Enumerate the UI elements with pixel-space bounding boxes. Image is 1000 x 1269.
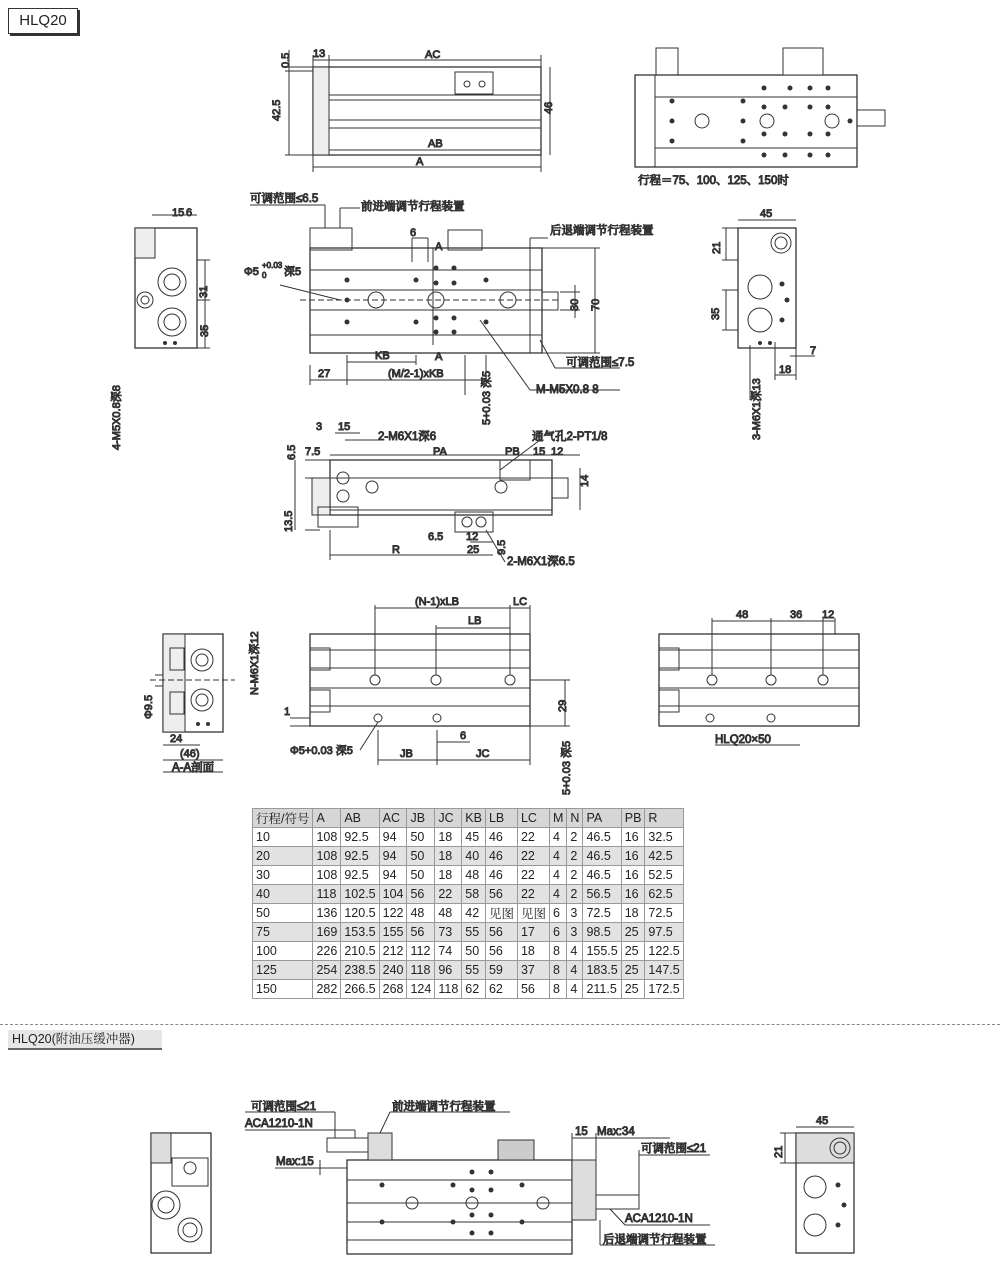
table-cell: 2: [567, 866, 583, 885]
table-cell: 56: [485, 942, 517, 961]
table-cell: 153.5: [341, 923, 379, 942]
table-cell: 73: [435, 923, 462, 942]
table-cell: 100: [253, 942, 313, 961]
page-title: HLQ20: [8, 8, 78, 34]
table-header: KB: [462, 809, 486, 828]
table-cell: 183.5: [583, 961, 621, 980]
section-dim-24: 24: [170, 733, 183, 745]
mid-dim-25: 25: [467, 544, 480, 556]
front-dim-31: 31: [198, 285, 210, 298]
table-cell: 72.5: [583, 904, 621, 923]
mid-dim-7.5: 7.5: [305, 446, 321, 458]
table-cell: 32.5: [645, 828, 683, 847]
table-cell: 4: [567, 942, 583, 961]
table-cell: 46: [485, 828, 517, 847]
mid-dim-12a: 12: [551, 446, 564, 458]
front-dim-27: 27: [318, 368, 331, 380]
front-label-forward-device: 前进端调节行程装置: [361, 201, 465, 213]
table-row: [253, 923, 684, 942]
table-cell: 2: [567, 828, 583, 847]
table-cell: 108: [313, 828, 341, 847]
table-cell: 25: [621, 923, 645, 942]
table-cell: 94: [379, 866, 407, 885]
table-cell: 155.5: [583, 942, 621, 961]
top-dim-ac: AC: [425, 49, 441, 61]
right-dim-35: 35: [710, 307, 722, 320]
table-cell: 52.5: [645, 866, 683, 885]
top-view: [285, 50, 550, 172]
front-label-adjust-6.5: 可调范围≤6.5: [250, 193, 319, 205]
front-depth-v: 5+0.03 深5: [481, 370, 493, 425]
table-cell: 155: [379, 923, 407, 942]
table-cell: 136: [313, 904, 341, 923]
table-cell: 18: [435, 866, 462, 885]
table-cell: 46.5: [583, 847, 621, 866]
shock-label-aca-a: ACA1210-1N: [245, 1118, 313, 1130]
table-cell: 282: [313, 980, 341, 999]
table-cell: 4: [567, 961, 583, 980]
table-cell: 18: [517, 942, 549, 961]
section-caption: A-A剖面: [172, 762, 215, 774]
table-cell: 4: [550, 828, 567, 847]
mid-label-m6-6.5: 2-M6X1深6.5: [507, 556, 575, 568]
shock-label-adjust-21b: 可调范围≤21: [641, 1143, 707, 1155]
table-cell: 6: [550, 904, 567, 923]
mid-dim-14: 14: [579, 474, 591, 487]
table-row: [253, 828, 684, 847]
bottom-phi: Φ5+0.03 深5: [290, 745, 353, 757]
table-header: PA: [583, 809, 621, 828]
table-header: AB: [341, 809, 379, 828]
mid-dim-r: R: [392, 544, 400, 556]
table-cell: 见图: [517, 904, 549, 923]
front-dim-a-bottom: A: [435, 351, 443, 363]
table-cell: 50: [407, 828, 435, 847]
shock-left-view: [151, 1133, 211, 1253]
table-cell: 108: [313, 847, 341, 866]
bottom-right-caption: HLQ20×50: [715, 734, 771, 746]
mid-dim-9.5: 9.5: [496, 539, 508, 555]
table-cell: 72.5: [645, 904, 683, 923]
table-cell: 42.5: [645, 847, 683, 866]
table-cell: 55: [462, 961, 486, 980]
table-cell: 150: [253, 980, 313, 999]
top-dim-ab: AB: [428, 138, 443, 150]
table-cell: 124: [407, 980, 435, 999]
front-m5-note: 4-M5X0.8深8: [111, 385, 123, 450]
table-header-row: [253, 809, 684, 828]
table-cell: 96: [435, 961, 462, 980]
table-cell: 4: [550, 847, 567, 866]
front-phi: Φ5: [244, 266, 259, 278]
shock-label-max34: Max:34: [597, 1126, 635, 1138]
table-cell: 94: [379, 828, 407, 847]
bottom-view: [290, 605, 570, 765]
top-dim-42.5: 42.5: [271, 99, 283, 121]
table-cell: 74: [435, 942, 462, 961]
top-dim-13: 13: [313, 48, 326, 60]
table-row: [253, 942, 684, 961]
table-cell: 59: [485, 961, 517, 980]
table-cell: 55: [462, 923, 486, 942]
shock-label-max15: Max:15: [276, 1156, 314, 1168]
front-label-m-m5: M-M5X0.8 8: [536, 384, 599, 396]
mid-dim-6.5a: 6.5: [286, 444, 298, 460]
front-dim-6a: 6: [186, 207, 193, 219]
front-phi-tol0: 0: [262, 271, 267, 280]
table-cell: 75: [253, 923, 313, 942]
table-cell: 8: [550, 961, 567, 980]
table-cell: 25: [621, 980, 645, 999]
front-dim-m2kb: (M/2-1)xKB: [388, 368, 444, 380]
table-cell: 268: [379, 980, 407, 999]
bottom-right-dim-36: 36: [790, 609, 803, 621]
table-cell: 18: [435, 828, 462, 847]
table-cell: 10: [253, 828, 313, 847]
table-cell: 58: [462, 885, 486, 904]
table-row: [253, 904, 684, 923]
mid-dim-12b: 12: [466, 531, 479, 543]
table-cell: 56: [517, 980, 549, 999]
table-cell: 92.5: [341, 847, 379, 866]
bottom-dim-29: 29: [557, 699, 569, 712]
table-cell: 16: [621, 885, 645, 904]
table-header: N: [567, 809, 583, 828]
table-cell: 118: [407, 961, 435, 980]
table-cell: 40: [462, 847, 486, 866]
top-dim-46: 46: [543, 101, 555, 114]
shock-label-forward-device: 前进端调节行程装置: [392, 1101, 496, 1113]
table-cell: 4: [567, 980, 583, 999]
bottom-depth-v: 5+0.03 深5: [561, 740, 573, 795]
table-cell: 22: [517, 828, 549, 847]
mid-dim-15b: 15: [533, 446, 546, 458]
section-m6-note: N-M6X1深12: [249, 631, 261, 695]
front-dim-kb: KB: [375, 350, 390, 362]
table-cell: 3: [567, 904, 583, 923]
front-dim-70: 70: [590, 298, 602, 311]
front-dim-35: 35: [199, 324, 211, 337]
bottom-dim-n1lb: (N-1)xLB: [415, 596, 460, 608]
bottom-right-dim-48: 48: [736, 609, 749, 621]
table-cell: 40: [253, 885, 313, 904]
table-cell: 25: [621, 961, 645, 980]
mid-label-m6-6: 2-M6X1深6: [378, 431, 437, 443]
section-phi9.5: Φ9.5: [143, 694, 155, 719]
front-dim-a-top: A: [435, 241, 443, 253]
table-cell: 22: [517, 885, 549, 904]
table-cell: 56: [485, 923, 517, 942]
table-row: [253, 885, 684, 904]
table-row: [253, 847, 684, 866]
mid-dim-13.5: 13.5: [283, 510, 295, 532]
table-cell: 45: [462, 828, 486, 847]
shock-label-back-device: 后退端调节行程装置: [603, 1234, 707, 1246]
table-cell: 97.5: [645, 923, 683, 942]
right-dim-21: 21: [711, 241, 723, 254]
table-cell: 118: [313, 885, 341, 904]
table-cell: 2: [567, 885, 583, 904]
table-cell: 20: [253, 847, 313, 866]
table-header: LC: [517, 809, 549, 828]
table-cell: 102.5: [341, 885, 379, 904]
table-cell: 254: [313, 961, 341, 980]
table-cell: 8: [550, 942, 567, 961]
table-row: [253, 961, 684, 980]
table-cell: 94: [379, 847, 407, 866]
bottom-dim-lc: LC: [513, 596, 528, 608]
front-dim-6b: 6: [410, 227, 417, 239]
table-cell: 46.5: [583, 866, 621, 885]
shock-label-adjust-21a: 可调范围≤21: [251, 1101, 317, 1113]
table-cell: 16: [621, 828, 645, 847]
mid-label-vent: 通气孔2-PT1/8: [532, 431, 608, 443]
table-cell: 108: [313, 866, 341, 885]
table-cell: 62: [485, 980, 517, 999]
table-cell: 见图: [485, 904, 517, 923]
table-cell: 212: [379, 942, 407, 961]
table-cell: 210.5: [341, 942, 379, 961]
table-cell: 238.5: [341, 961, 379, 980]
mid-dim-pb: PB: [505, 446, 520, 458]
table-cell: 18: [621, 904, 645, 923]
table-cell: 98.5: [583, 923, 621, 942]
right-dim-45: 45: [760, 208, 773, 220]
table-cell: 37: [517, 961, 549, 980]
right-m6-note: 3-M6X1深13: [751, 378, 763, 440]
table-cell: 104: [379, 885, 407, 904]
bottom-dim-6: 6: [460, 730, 467, 742]
table-cell: 3: [567, 923, 583, 942]
right-end-view: [722, 220, 815, 400]
table-header: LB: [485, 809, 517, 828]
mid-dim-6.5b: 6.5: [428, 531, 444, 543]
table-cell: 8: [550, 980, 567, 999]
table-cell: 18: [435, 847, 462, 866]
table-cell: 56.5: [583, 885, 621, 904]
table-cell: 17: [517, 923, 549, 942]
shock-label-aca-b: ACA1210-1N: [625, 1213, 693, 1225]
table-cell: 22: [517, 847, 549, 866]
bottom-dim-1: 1: [284, 706, 291, 718]
table-cell: 46.5: [583, 828, 621, 847]
section-subtitle: HLQ20(附油压缓冲器): [8, 1030, 162, 1050]
right-dim-18: 18: [779, 364, 792, 376]
table-cell: 240: [379, 961, 407, 980]
table-cell: 4: [550, 885, 567, 904]
table-cell: 48: [435, 904, 462, 923]
table-cell: 226: [313, 942, 341, 961]
spec-table: [252, 808, 684, 999]
table-cell: 48: [407, 904, 435, 923]
front-phi-depth: 深5: [284, 266, 302, 278]
table-body: [253, 828, 684, 999]
bottom-dim-lb: LB: [468, 615, 482, 627]
bottom-dim-jc: JC: [476, 748, 490, 760]
table-cell: 22: [517, 866, 549, 885]
table-cell: 48: [462, 866, 486, 885]
table-cell: 169: [313, 923, 341, 942]
table-header: PB: [621, 809, 645, 828]
table-cell: 56: [407, 923, 435, 942]
table-cell: 4: [550, 866, 567, 885]
table-cell: 50: [407, 866, 435, 885]
table-cell: 42: [462, 904, 486, 923]
top-right-note: 行程＝75、100、125、150时: [638, 175, 789, 187]
table-cell: 30: [253, 866, 313, 885]
table-cell: 172.5: [645, 980, 683, 999]
front-label-adjust-7.5: 可调范围≤7.5: [566, 357, 635, 369]
front-phi-tol: +0.03: [262, 261, 283, 270]
bottom-right-view: [659, 618, 859, 745]
bottom-right-dim-12: 12: [822, 609, 835, 621]
table-cell: 56: [485, 885, 517, 904]
table-cell: 112: [407, 942, 435, 961]
table-header: M: [550, 809, 567, 828]
shock-right-dim-45: 45: [816, 1115, 829, 1127]
table-cell: 2: [567, 847, 583, 866]
table-cell: 16: [621, 866, 645, 885]
front-dim-15: 15: [172, 207, 185, 219]
table-cell: 125: [253, 961, 313, 980]
table-cell: 118: [435, 980, 462, 999]
shock-right-view: [780, 1127, 854, 1253]
top-dim-a: A: [416, 156, 424, 168]
table-cell: 6: [550, 923, 567, 942]
table-cell: 56: [407, 885, 435, 904]
table-cell: 122.5: [645, 942, 683, 961]
bottom-dim-jb: JB: [400, 748, 413, 760]
table-cell: 211.5: [583, 980, 621, 999]
table-row: [253, 866, 684, 885]
table-cell: 62: [462, 980, 486, 999]
right-dim-7: 7: [810, 345, 817, 357]
table-cell: 50: [462, 942, 486, 961]
mid-dim-pa: PA: [433, 446, 447, 458]
table-header: AC: [379, 809, 407, 828]
section-divider: [0, 1024, 1000, 1025]
table-cell: 92.5: [341, 866, 379, 885]
section-dim-46: (46): [180, 748, 200, 760]
table-cell: 92.5: [341, 828, 379, 847]
mid-dim-15a: 15: [338, 421, 351, 433]
shock-label-15: 15: [575, 1126, 588, 1138]
table-header: R: [645, 809, 683, 828]
table-cell: 122: [379, 904, 407, 923]
table-header: A: [313, 809, 341, 828]
table-cell: 46: [485, 866, 517, 885]
table-cell: 50: [253, 904, 313, 923]
table-cell: 266.5: [341, 980, 379, 999]
table-header: 行程/符号: [253, 809, 313, 828]
table-cell: 120.5: [341, 904, 379, 923]
table-cell: 22: [435, 885, 462, 904]
front-dim-30: 30: [569, 298, 581, 311]
table-cell: 25: [621, 942, 645, 961]
table-header: JC: [435, 809, 462, 828]
top-dim-0.5: 0.5: [280, 52, 292, 68]
table-cell: 147.5: [645, 961, 683, 980]
table-cell: 46: [485, 847, 517, 866]
mid-dim-3: 3: [316, 421, 323, 433]
table-header: JB: [407, 809, 435, 828]
shock-front-view: [245, 1112, 715, 1254]
front-label-back-device: 后退端调节行程装置: [550, 225, 654, 237]
table-cell: 50: [407, 847, 435, 866]
table-cell: 62.5: [645, 885, 683, 904]
table-row: [253, 980, 684, 999]
table-cell: 16: [621, 847, 645, 866]
top-right-view: [635, 48, 885, 167]
shock-right-dim-21: 21: [773, 1145, 785, 1158]
